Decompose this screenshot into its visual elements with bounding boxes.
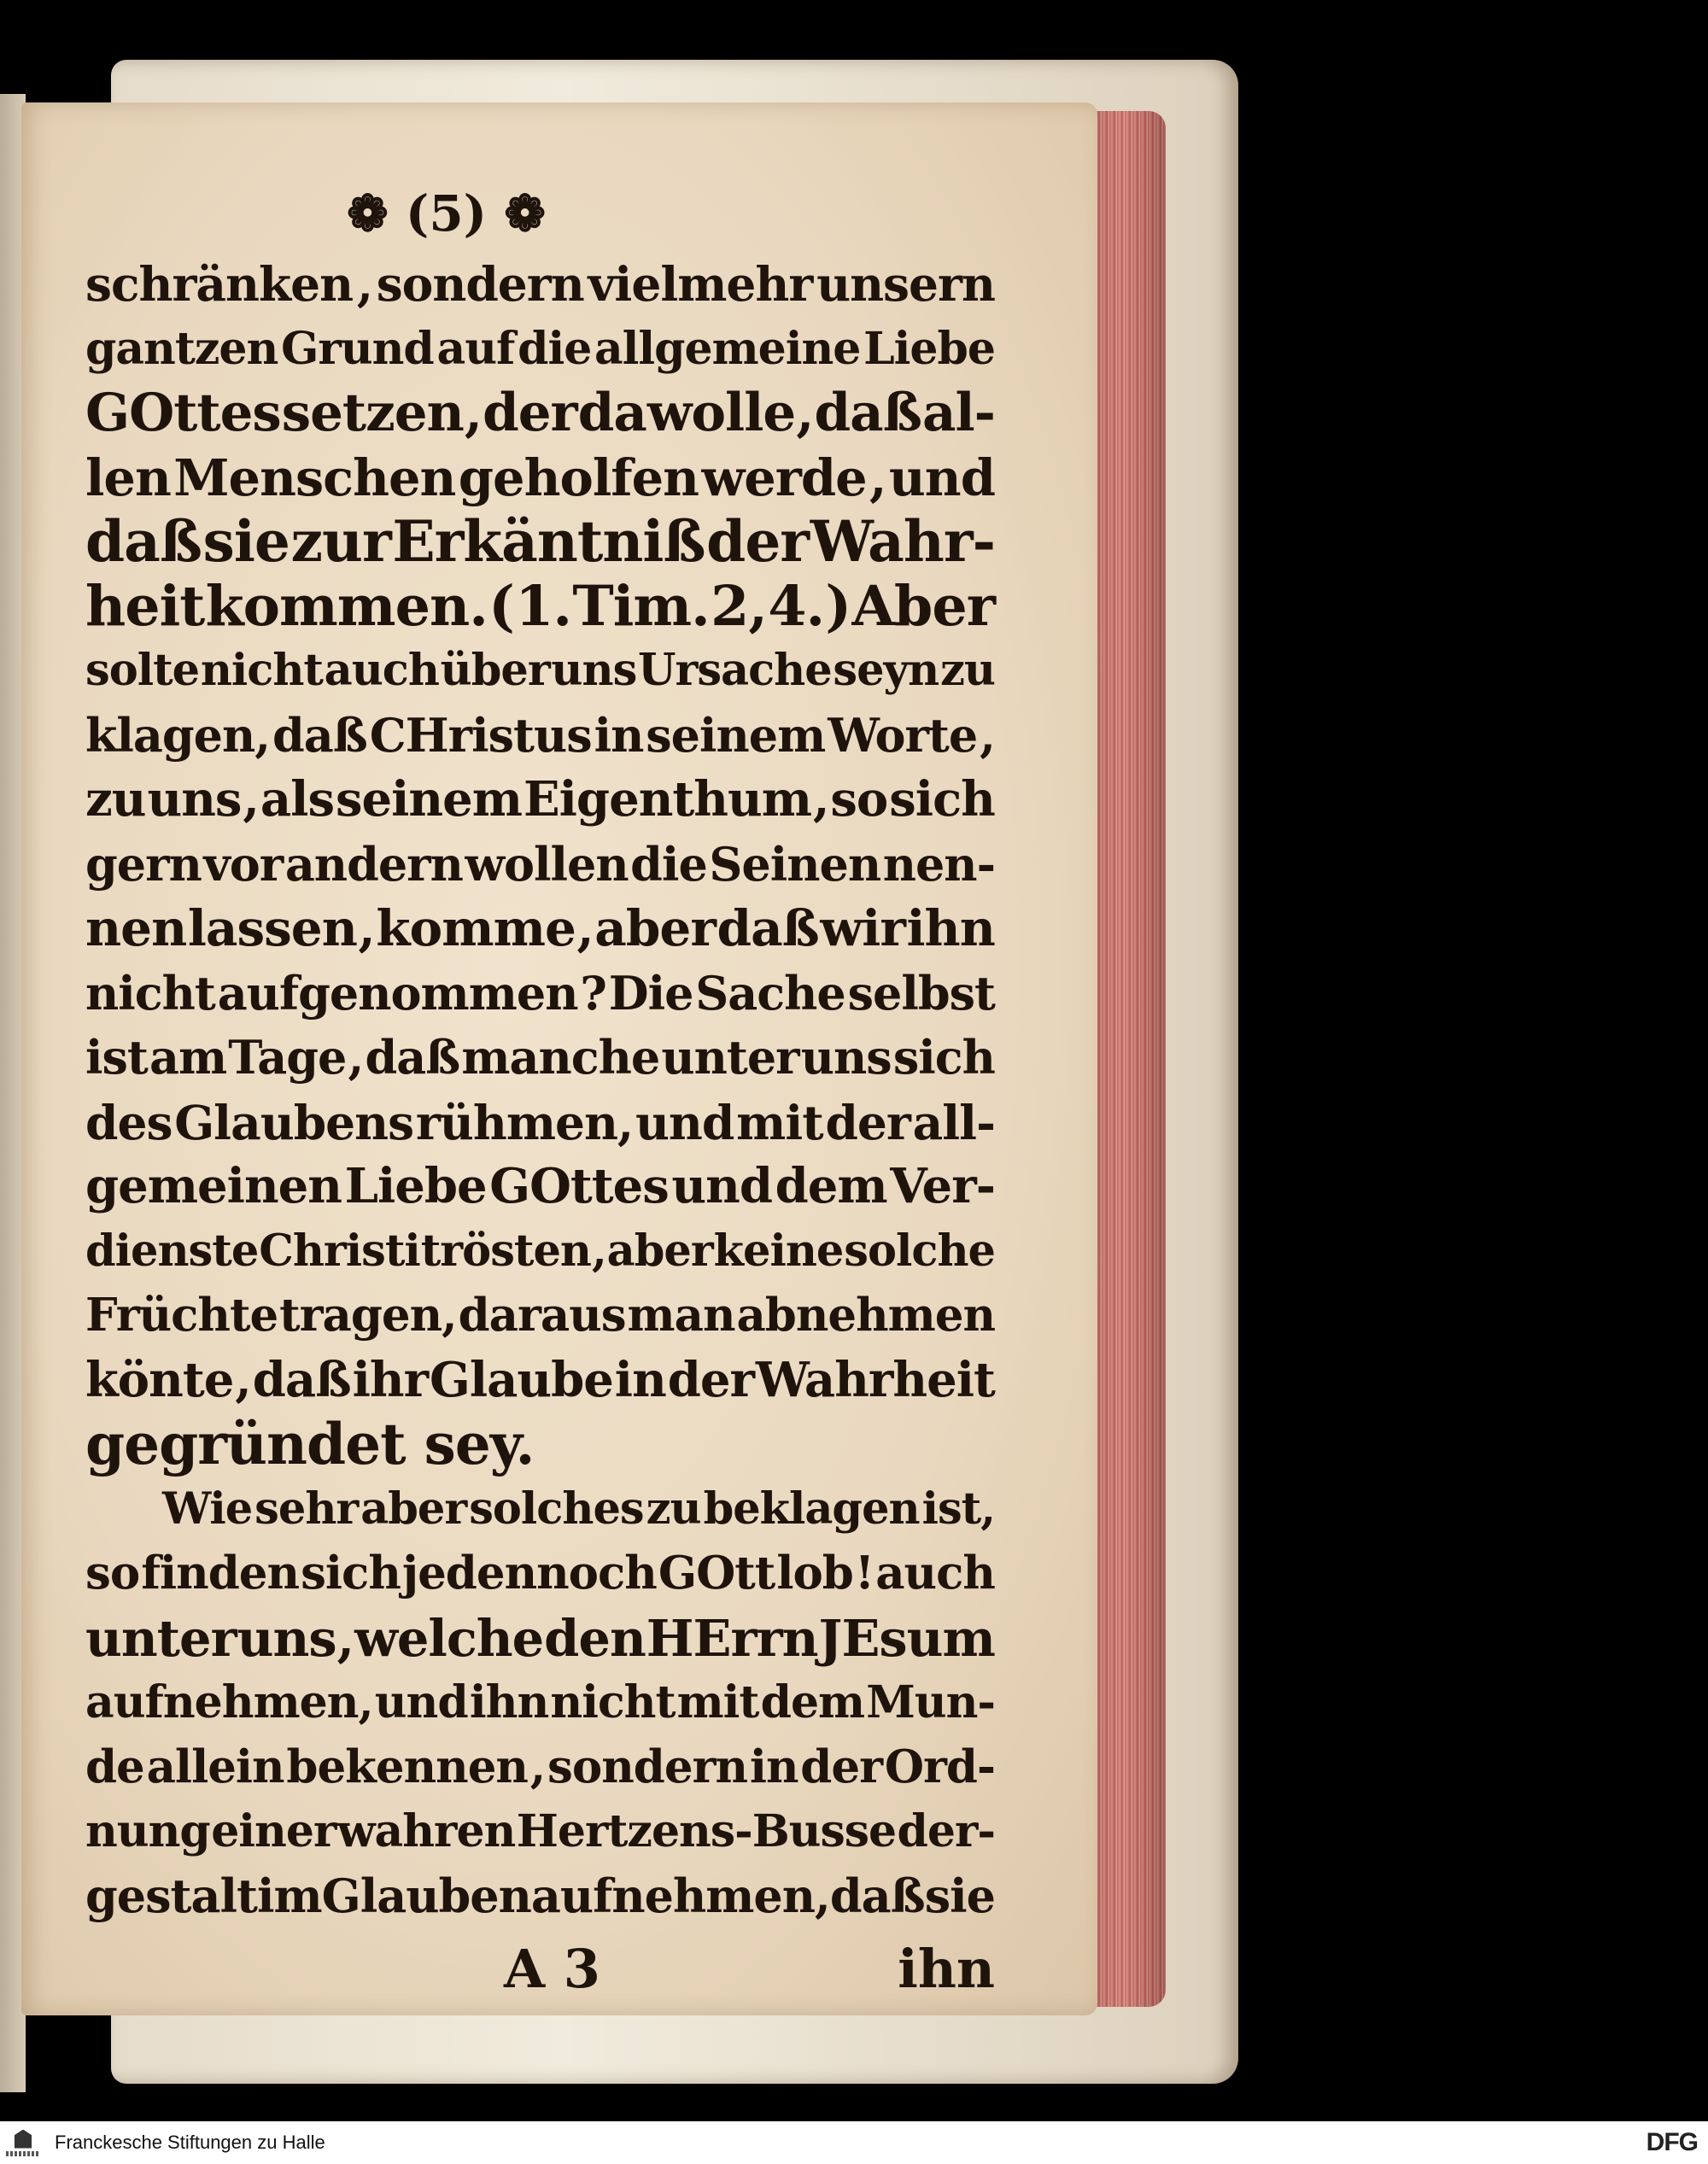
text-line: len Menschen geholfen werde , und: [85, 447, 995, 507]
institution-name: Franckesche Stiftungen zu Halle: [55, 2132, 325, 2153]
text-line: nung einer wahren Hertzens-Busse der-: [85, 1805, 995, 1857]
ornament-right-icon: ❁: [504, 184, 546, 243]
dfg-logo: DFG: [1646, 2128, 1698, 2156]
text-line: de allein bekennen , sondern in der Ord-: [85, 1740, 995, 1793]
text-line: des Glaubens rühmen, und mit der all-: [85, 1094, 995, 1150]
text-line: dienste Christi trösten , aber keine solche: [85, 1225, 995, 1277]
text-line: klagen, daß CHristus in seinem Worte ,: [85, 707, 995, 763]
footer-bar: [0, 2121, 1708, 2164]
page-footer: [85, 1935, 995, 2003]
catchword: ihn: [898, 1938, 995, 2000]
text-line: GOttes setzen , der da wolle , daß al-: [85, 383, 995, 443]
page-number: (5): [405, 184, 488, 243]
text-line: könte , daß ihr Glaube in der Wahrheit: [85, 1351, 995, 1408]
text-line: so finden sich jedennoch GOtt lob ! auch: [85, 1547, 995, 1600]
text-line: heit kommen. ( 1. Tim. 2, 4. ) Aber: [85, 573, 995, 639]
text-line: zu uns , als seinem Eigenthum , so sich: [85, 771, 995, 828]
text-line: gantzen Grund auf die allgemeine Liebe: [85, 322, 995, 375]
text-line: ist am Tage , daß manche unter uns sich: [85, 1030, 995, 1085]
text-line: Früchte tragen, daraus man abnehmen: [85, 1289, 995, 1342]
text-line: gemeinen Liebe GOttes und dem Ver-: [85, 1158, 995, 1214]
page-header: [85, 175, 995, 252]
text-line: schränken , sondern vielmehr unsern: [85, 256, 995, 312]
text-line: gern vor andern wollen die Seinen nen-: [85, 836, 995, 892]
text-line: unter uns , welche den HErrn JEsum: [85, 1608, 995, 1668]
text-line: gestalt im Glauben aufnehmen, daß sie: [85, 1868, 995, 1923]
institution-logo-icon: [3, 2123, 43, 2162]
text-line: aufnehmen, und ihn nicht mit dem Mun-: [85, 1676, 995, 1728]
ornament-left-icon: ❁: [347, 184, 389, 243]
text-line: nen lassen , komme , aber daß wir ihn: [85, 899, 995, 957]
text-line: Wie sehr aber solches zu beklagen ist,: [162, 1483, 995, 1535]
text-line: daß sie zur Erkäntniß der Wahr-: [85, 508, 995, 575]
text-line: nicht aufgenommen ? Die Sache selbst: [85, 965, 995, 1021]
signature-mark: A 3: [504, 1938, 600, 2000]
text-line: gegründet sey.: [85, 1411, 535, 1477]
text-line: solte nicht auch über uns Ursache seyn zu: [85, 645, 995, 696]
body-text: [85, 252, 995, 1928]
page-text: [85, 175, 995, 2003]
